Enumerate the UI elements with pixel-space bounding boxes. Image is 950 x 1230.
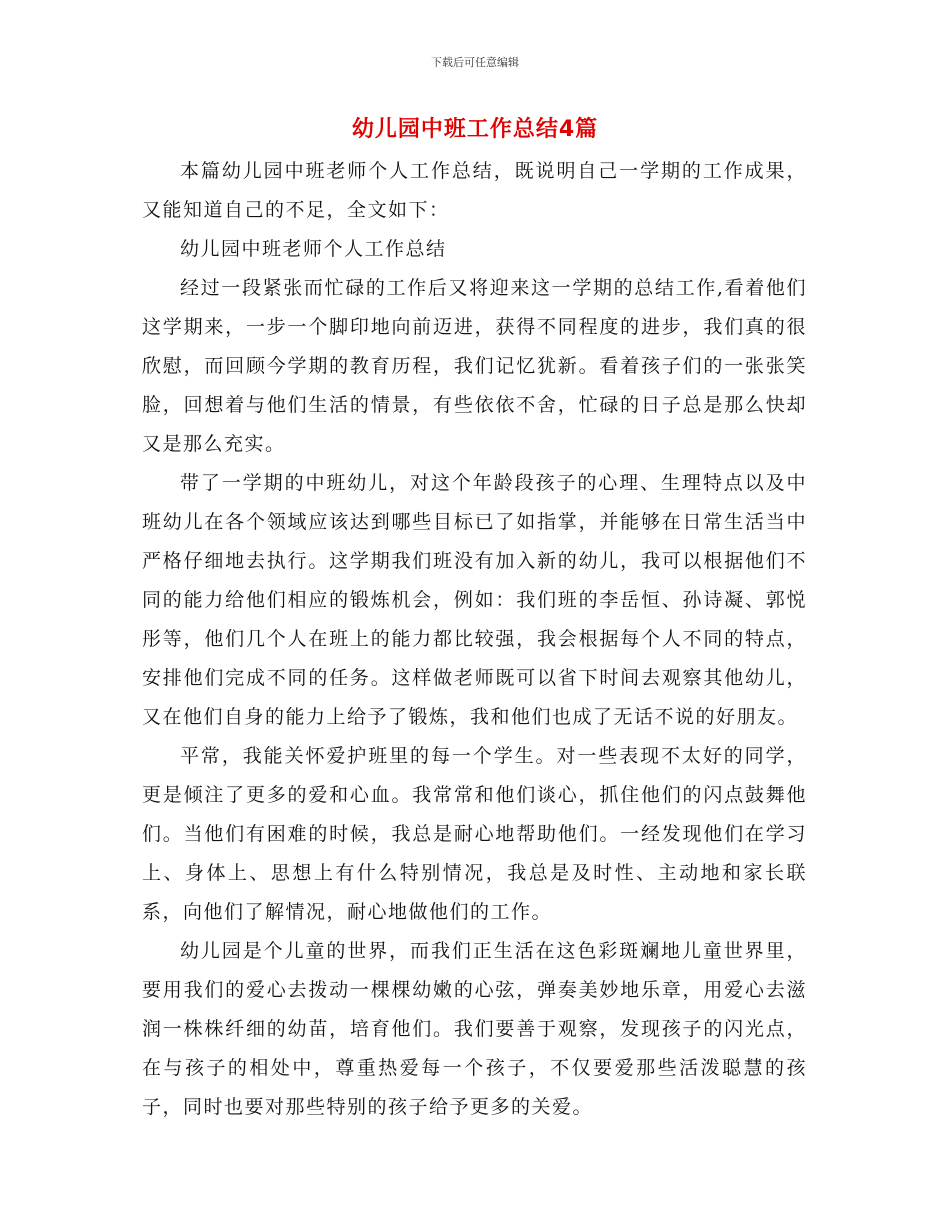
document-title: 幼儿园中班工作总结4篇 — [351, 117, 599, 142]
body-paragraph: 带了一学期的中班幼儿，对这个年龄段孩子的心理、生理特点以及中班幼儿在各个领域应该达到哪些目标已了如指掌，并能够在日常生活当中严格仔细地去执行。这学期我们班没有加入新的幼儿，我可以根据他们不同的能力给他们相应的锻炼机会，例如：我们班的李岳恒、孙诗凝、郭悦彤等，他们几个人在班上的能力都比较强，我会根据每个人不同的特点，安排他们完成不同的任务。这样做老师既可以省下时间去观察其他幼儿，又在他们自身的能力上给予了锻炼，我和他们也成了无话不说的好朋友。 — [142, 472, 807, 728]
body-paragraph: 平常，我能关怀爱护班里的每一个学生。对一些表现不太好的同学，更是倾注了更多的爱和心血。我常常和他们谈心，抓住他们的闪点鼓舞他们。当他们有困难的时候，我总是耐心地帮助他们。一经发现他们在学习上、身体上、思想上有什么特别情况，我总是及时性、主动地和家长联系，向他们了解情况，耐心地做他们的工作。 — [142, 745, 807, 923]
body-paragraph: 经过一段紧张而忙碌的工作后又将迎来这一学期的总结工作,看着他们这学期来，一步一个脚印地向前迈进，获得不同程度的进步，我们真的很欣慰，而回顾今学期的教育历程，我们记忆犹新。看着孩子们的一张张笑脸，回想着与他们生活的情景，有些依依不舍，忙碌的日子总是那么快却又是那么充实。 — [142, 277, 807, 455]
intro-paragraph: 本篇幼儿园中班老师个人工作总结，既说明自己一学期的工作成果，又能知道自己的不足，全文如下： — [142, 160, 807, 221]
body-paragraph: 幼儿园是个儿童的世界，而我们正生活在这色彩斑斓地儿童世界里，要用我们的爱心去拨动一棵棵幼嫩的心弦，弹奏美妙地乐章，用爱心去滋润一株株纤细的幼苗，培育他们。我们要善于观察，发现孩子的闪光点，在与孩子的相处中，尊重热爱每一个孩子，不仅要爱那些活泼聪慧的孩子，同时也要对那些特别的孩子给予更多的关爱。 — [142, 940, 807, 1118]
document-body — [142, 152, 807, 1127]
header-note: 下载后可任意编辑 — [431, 56, 519, 69]
section-heading: 幼儿园中班老师个人工作总结 — [180, 238, 447, 260]
